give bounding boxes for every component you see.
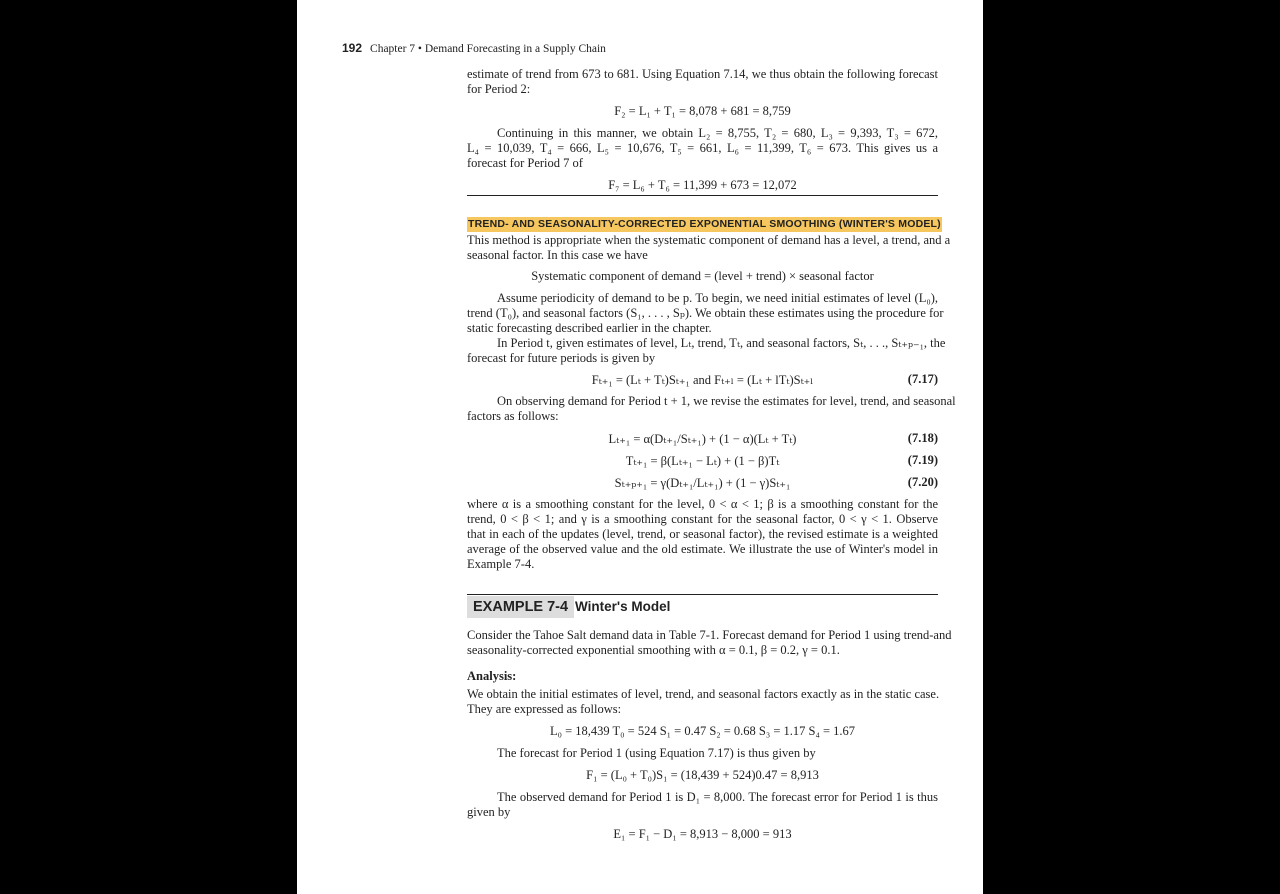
section-divider [467,195,938,196]
book-page [297,0,983,894]
section-para2-line-1: Assume periodicity of demand to be p. To begin, we need initial estimates of level (L₀), [497,291,938,305]
equation-7-20 [467,475,938,491]
observed-line-1: The observed demand for Period 1 is D₁ = 8,000. The forecast error for Period 1 is thus [497,790,938,804]
example-question-line-2: seasonality-corrected exponential smoothing with α = 0.1, β = 0.2, γ = 0.1. [467,643,840,657]
analysis-line-1: We obtain the initial estimates of level, trend, and seasonal factors exactly as in the static case. [467,687,940,701]
section-para1-line-1: This method is appropriate when the systematic component of demand has a level, a trend, and a [467,233,951,247]
example-tag: EXAMPLE 7-4 [467,596,574,618]
equation-7-19-number: (7.19) [907,453,938,467]
equation-systematic: Systematic component of demand = (level + trend) × seasonal factor [531,269,874,283]
equation-f1: F₁ = (L₀ + T₀)S₁ = (18,439 + 524)0.47 = 8,913 [586,768,819,782]
example-header [467,594,938,619]
forecast-line: The forecast for Period 1 (using Equation 7.17) is thus given by [497,746,816,760]
section-para2-line-2: trend (T₀), and seasonal factors (S₁, . . . , Sₚ). We obtain these estimates using the procedure for [467,306,944,320]
observed-line-2: given by [467,805,511,819]
equation-e1: E₁ = F₁ − D₁ = 8,913 − 8,000 = 913 [613,827,792,841]
running-title: Chapter 7 • Demand Forecasting in a Supply Chain [370,43,606,55]
section-para3-line-2: forecast for future periods is given by [467,351,656,365]
equation-7-20-body: Sₜ₊ₚ₊₁ = γ(Dₜ₊₁/Lₜ₊₁) + (1 − γ)Sₜ₊₁ [614,476,791,490]
equation-7-19-body: Tₜ₊₁ = β(Lₜ₊₁ − Lₜ) + (1 − β)Tₜ [625,454,780,468]
equation-7-18 [467,431,938,447]
section-para4-line-1: On observing demand for Period t + 1, we revise the estimates for level, trend, and seasonal [497,394,956,408]
equation-7-19 [467,453,938,469]
section-title: TREND- AND SEASONALITY-CORRECTED EXPONENTIAL SMOOTHING (WINTER'S MODEL) [468,218,941,230]
equation-7-17 [467,372,938,388]
equation-7-20-number: (7.20) [907,475,938,489]
section-para3-line-1: In Period t, given estimates of level, Lₜ, trend, Tₜ, and seasonal factors, Sₜ, . . ., Sₜ₊ₚ₋₁, the [497,336,946,350]
analysis-line-2: They are expressed as follows: [467,702,622,716]
section-para4-line-2: factors as follows: [467,409,559,423]
intro-line-1: estimate of trend from 673 to 681. Using Equation 7.14, we thus obtain the following forecast [467,67,938,81]
equation-f2: F₂ = L₁ + T₁ = 8,078 + 681 = 8,759 [614,104,791,118]
analysis-label: Analysis: [467,669,517,683]
intro-line-2: for Period 2: [467,82,531,96]
section-para5-line-2: trend, 0 < β < 1; and γ is a smoothing constant for the seasonal factor, 0 < γ < 1. Observe [467,512,938,526]
equation-7-18-body: Lₜ₊₁ = α(Dₜ₊₁/Sₜ₊₁) + (1 − α)(Lₜ + Tₜ) [608,432,797,446]
example-question-line-1: Consider the Tahoe Salt demand data in Table 7-1. Forecast demand for Period 1 using trend-and [467,628,952,642]
example-title: Winter's Model [575,599,671,614]
section-para2-line-3: static forecasting described earlier in the chapter. [467,321,712,335]
section-para1-line-2: seasonal factor. In this case we have [467,248,648,262]
equation-7-17-body: Fₜ₊₁ = (Lₜ + Tₜ)Sₜ₊₁ and Fₜ₊ₗ = (Lₜ + lTₜ)Sₜ₊ₗ [591,373,814,387]
intro-para-line-1: Continuing in this manner, we obtain L₂ = 8,755, T₂ = 680, L₃ = 9,393, T₃ = 672, [497,126,938,140]
page-number: 192 [342,41,363,55]
running-header [342,41,606,55]
equation-initial-estimates: L₀ = 18,439 T₀ = 524 S₁ = 0.47 S₂ = 0.68 S₃ = 1.17 S₄ = 1.67 [549,724,856,738]
section-para5-line-5: Example 7-4. [467,557,535,571]
intro-para-line-2: L₄ = 10,039, T₄ = 666, L₅ = 10,676, T₅ = 661, L₆ = 11,399, T₆ = 673. This gives us a [467,141,938,155]
equation-7-18-number: (7.18) [907,431,938,445]
equation-7-17-number: (7.17) [907,372,938,386]
section-para5-line-4: average of the observed value and the old estimate. We illustrate the use of Winter's model in [467,542,938,556]
section-para5-line-3: that in each of the updates (level, trend, or seasonal factor), the revised estimate is a weighted [467,527,938,541]
intro-para-line-3: forecast for Period 7 of [467,156,583,170]
equation-f7: F₇ = L₆ + T₆ = 11,399 + 673 = 12,072 [608,178,797,192]
section-para5-line-1: where α is a smoothing constant for the level, 0 < α < 1; β is a smoothing constant for the [467,497,938,511]
